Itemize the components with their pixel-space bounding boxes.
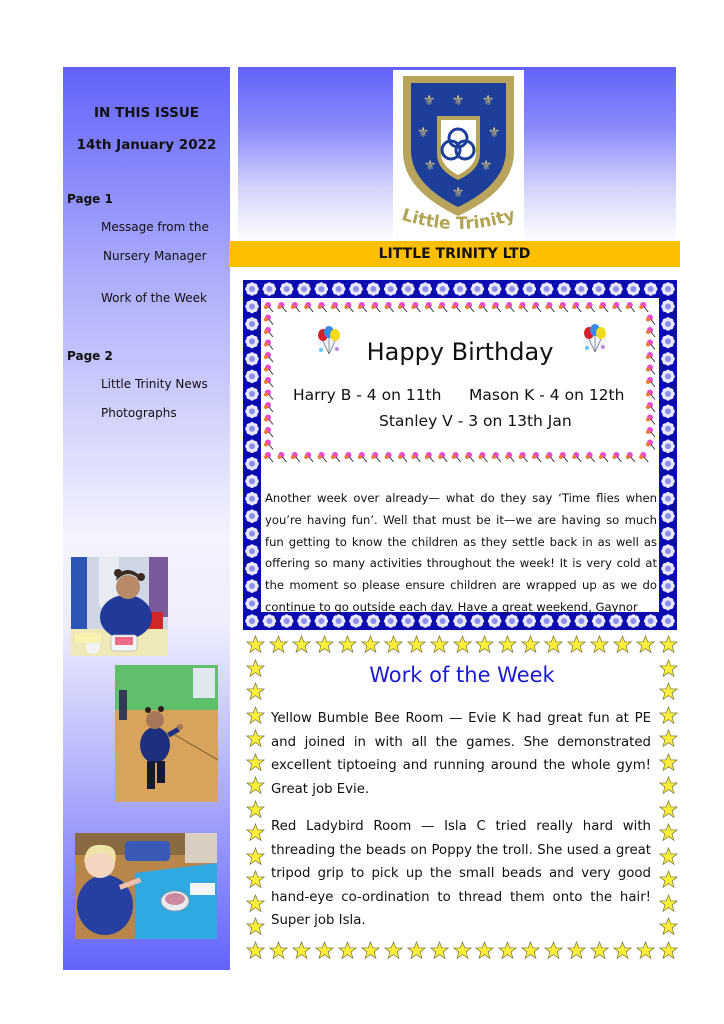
star-icon	[430, 635, 449, 654]
flower-icon	[245, 597, 259, 611]
party-popper-icon	[586, 302, 595, 312]
star-icon	[246, 941, 265, 960]
girl-threading-beads-photo	[75, 833, 217, 939]
party-popper-icon	[646, 402, 655, 412]
girl-running-in-hall-photo	[115, 665, 218, 802]
star-icon	[659, 917, 678, 936]
party-popper-icon	[398, 302, 407, 312]
logo	[393, 70, 524, 240]
svg-text:⚜: ⚜	[422, 93, 436, 109]
party-popper-icon	[264, 427, 273, 437]
page-1-label: Page 1	[67, 192, 113, 206]
party-popper-icon	[264, 365, 273, 375]
party-popper-icon	[505, 452, 514, 462]
party-popper-icon	[646, 415, 655, 425]
party-popper-icon	[264, 377, 273, 387]
party-popper-icon	[264, 415, 273, 425]
flower-icon	[245, 474, 259, 488]
star-icon	[659, 941, 678, 960]
contents-item[interactable]: Little Trinity News	[101, 377, 208, 391]
star-icon	[246, 823, 265, 842]
flower-icon	[401, 282, 415, 296]
star-icon	[659, 776, 678, 795]
birthday-entry: Stanley V - 3 on 13th Jan	[379, 412, 572, 430]
party-popper-icon	[331, 452, 340, 462]
flower-icon	[245, 439, 259, 453]
party-popper-icon	[264, 302, 273, 312]
page-2-label: Page 2	[67, 349, 113, 363]
party-popper-icon	[264, 315, 273, 325]
star-icon	[659, 800, 678, 819]
flower-icon	[661, 439, 675, 453]
flower-icon	[245, 317, 259, 331]
star-icon	[475, 635, 494, 654]
party-popper-icon	[438, 302, 447, 312]
flower-icon	[245, 422, 259, 436]
star-icon	[498, 635, 517, 654]
star-icon	[292, 635, 311, 654]
party-popper-icon	[586, 452, 595, 462]
star-icon	[659, 635, 678, 654]
party-popper-icon	[277, 302, 286, 312]
party-popper-icon	[532, 452, 541, 462]
party-popper-icon	[646, 427, 655, 437]
flower-icon	[661, 597, 675, 611]
flower-icon	[661, 562, 675, 576]
star-icon	[246, 847, 265, 866]
flower-icon	[592, 282, 606, 296]
party-popper-icon	[626, 302, 635, 312]
star-icon	[659, 823, 678, 842]
party-popper-icon	[331, 302, 340, 312]
flower-icon	[436, 282, 450, 296]
party-popper-icon	[264, 452, 273, 462]
star-icon	[659, 706, 678, 725]
svg-text:⚜: ⚜	[479, 158, 493, 174]
star-icon	[659, 847, 678, 866]
flower-icon	[245, 387, 259, 401]
flower-icon	[245, 370, 259, 384]
star-icon	[246, 776, 265, 795]
flower-icon	[661, 282, 675, 296]
flower-icon	[245, 457, 259, 471]
flower-icon	[245, 562, 259, 576]
flower-icon	[419, 282, 433, 296]
party-popper-icon	[646, 377, 655, 387]
svg-text:⚜: ⚜	[487, 125, 501, 141]
flower-icon	[661, 492, 675, 506]
flower-icon	[661, 300, 675, 314]
party-popper-icon	[385, 302, 394, 312]
star-icon	[659, 753, 678, 772]
party-popper-icon	[264, 440, 273, 450]
star-icon	[361, 635, 380, 654]
star-icon	[338, 941, 357, 960]
girl-at-table-photo	[71, 557, 168, 656]
flower-icon	[245, 579, 259, 593]
flower-icon	[315, 282, 329, 296]
contents-item[interactable]: Nursery Manager	[103, 249, 207, 263]
issue-date: 14th January 2022	[76, 137, 217, 153]
flower-icon	[453, 282, 467, 296]
party-popper-icon	[646, 390, 655, 400]
party-popper-icon	[492, 302, 501, 312]
flower-icon	[245, 544, 259, 558]
star-icon	[338, 635, 357, 654]
flower-icon	[245, 352, 259, 366]
star-icon	[475, 941, 494, 960]
flower-icon	[297, 282, 311, 296]
party-popper-icon	[264, 390, 273, 400]
party-popper-icon	[626, 452, 635, 462]
party-popper-icon	[344, 302, 353, 312]
star-icon	[613, 635, 632, 654]
flower-icon	[367, 282, 381, 296]
party-popper-icon	[371, 452, 380, 462]
flower-icon	[661, 544, 675, 558]
birthday-title: Happy Birthday	[366, 338, 554, 366]
flower-icon	[523, 282, 537, 296]
star-icon	[567, 635, 586, 654]
star-icon	[613, 941, 632, 960]
star-icon	[590, 635, 609, 654]
party-popper-icon	[452, 452, 461, 462]
flower-icon	[609, 282, 623, 296]
star-icon	[269, 941, 288, 960]
flower-icon	[505, 282, 519, 296]
star-icon	[567, 941, 586, 960]
star-icon	[521, 635, 540, 654]
party-popper-icon	[411, 452, 420, 462]
flower-icon	[245, 492, 259, 506]
star-icon	[246, 870, 265, 889]
svg-text:⚜: ⚜	[451, 93, 465, 109]
party-popper-icon	[277, 452, 286, 462]
party-popper-icon	[385, 452, 394, 462]
star-icon	[246, 894, 265, 913]
flower-icon	[661, 509, 675, 523]
svg-text:⚜: ⚜	[416, 125, 430, 141]
flower-icon	[245, 614, 259, 628]
flower-icon	[540, 282, 554, 296]
star-icon	[636, 941, 655, 960]
party-popper-icon	[572, 302, 581, 312]
flower-icon	[245, 509, 259, 523]
party-popper-icon	[398, 452, 407, 462]
company-name: LITTLE TRINITY LTD	[378, 246, 531, 262]
work-paragraph: Yellow Bumble Bee Room — Evie K had great fun at PE and joined in with all the games. She demonstrated excellent tiptoeing and running around the whole gym! Great job Evie.	[271, 711, 651, 797]
flower-icon	[349, 282, 363, 296]
star-icon	[498, 941, 517, 960]
star-icon	[407, 941, 426, 960]
star-icon	[544, 941, 563, 960]
flower-icon	[245, 300, 259, 314]
birthday-entry: Harry B - 4 on 11th	[293, 386, 442, 404]
flower-icon	[661, 527, 675, 541]
contents-item[interactable]: Work of the Week	[101, 291, 207, 305]
company-band	[229, 241, 680, 267]
party-popper-icon	[264, 327, 273, 337]
party-popper-icon	[639, 302, 648, 312]
party-popper-icon	[291, 302, 300, 312]
star-icon	[590, 941, 609, 960]
star-icon	[315, 635, 334, 654]
star-icon	[544, 635, 563, 654]
star-icon	[246, 706, 265, 725]
flower-icon	[661, 335, 675, 349]
party-popper-icon	[532, 302, 541, 312]
party-popper-icon	[505, 302, 514, 312]
flower-icon	[575, 282, 589, 296]
party-popper-icon	[545, 452, 554, 462]
flower-icon	[488, 282, 502, 296]
party-popper-icon	[519, 452, 528, 462]
party-popper-icon	[452, 302, 461, 312]
svg-text:⚜: ⚜	[423, 158, 437, 174]
flower-icon	[661, 474, 675, 488]
birthday-frame	[243, 280, 677, 630]
flower-icon	[280, 282, 294, 296]
logo-text: Little Trinity	[399, 205, 518, 235]
flower-icon	[661, 352, 675, 366]
star-icon	[246, 635, 265, 654]
manager-message: Another week over already— what do they say ‘Time flies when you’re having fun’. Well that must be it—we are having so much fun getting to know the children as they settle back in as well as offering so many activities throughout the week! It is very cold at the moment so please ensure children are wrapped up as we do continue to go outside each day. Have a great weekend, Gaynor	[265, 491, 657, 614]
star-icon	[407, 635, 426, 654]
contents-item[interactable]: Message from the	[101, 220, 209, 234]
flower-icon	[661, 370, 675, 384]
issue-heading: IN THIS ISSUE	[93, 105, 200, 121]
party-popper-icon	[646, 315, 655, 325]
party-popper-icon	[425, 452, 434, 462]
party-popper-icon	[264, 402, 273, 412]
party-popper-icon	[572, 452, 581, 462]
star-icon	[521, 941, 540, 960]
party-popper-icon	[559, 452, 568, 462]
sidebar-contents	[63, 67, 230, 970]
star-icon	[246, 729, 265, 748]
party-popper-icon	[478, 302, 487, 312]
party-popper-icon	[465, 452, 474, 462]
svg-text:⚜: ⚜	[481, 93, 495, 109]
star-icon	[246, 753, 265, 772]
star-icon	[453, 635, 472, 654]
flower-icon	[245, 405, 259, 419]
party-popper-icon	[639, 452, 648, 462]
star-icon	[636, 635, 655, 654]
star-icon	[384, 635, 403, 654]
work-paragraph: Red Ladybird Room — Isla C tried really hard with threading the beads on Poppy the troll. She used a great tripod grip to pick up the small beads and very good hand-eye co-ordination to thread them onto the hair! Super job Isla.	[271, 819, 651, 928]
party-popper-icon	[519, 302, 528, 312]
party-popper-icon	[411, 302, 420, 312]
svg-text:⚜: ⚜	[451, 185, 465, 201]
flower-icon	[661, 317, 675, 331]
party-popper-icon	[646, 365, 655, 375]
star-icon	[384, 941, 403, 960]
flower-icon	[384, 282, 398, 296]
party-popper-icon	[599, 452, 608, 462]
star-icon	[315, 941, 334, 960]
star-icon	[246, 917, 265, 936]
flower-icon	[661, 422, 675, 436]
party-popper-icon	[478, 452, 487, 462]
star-icon	[292, 941, 311, 960]
flower-icon	[661, 579, 675, 593]
party-popper-icon	[599, 302, 608, 312]
work-of-week-section	[246, 635, 678, 963]
party-popper-icon	[646, 327, 655, 337]
flower-icon	[661, 614, 675, 628]
party-popper-icon	[612, 452, 621, 462]
star-icon	[430, 941, 449, 960]
star-icon	[246, 800, 265, 819]
flower-icon	[557, 282, 571, 296]
party-popper-icon	[545, 302, 554, 312]
star-icon	[361, 941, 380, 960]
star-icon	[659, 729, 678, 748]
party-popper-icon	[612, 302, 621, 312]
flower-icon	[263, 282, 277, 296]
flower-icon	[661, 405, 675, 419]
party-popper-icon	[318, 302, 327, 312]
party-popper-icon	[425, 302, 434, 312]
star-icon	[659, 870, 678, 889]
flower-icon	[471, 282, 485, 296]
birthday-panel	[261, 298, 659, 612]
party-popper-icon	[304, 302, 313, 312]
flower-icon	[644, 282, 658, 296]
flower-icon	[245, 527, 259, 541]
work-of-week-title: Work of the Week	[369, 663, 555, 687]
flower-icon	[245, 335, 259, 349]
star-icon	[659, 894, 678, 913]
party-popper-icon	[291, 452, 300, 462]
star-icon	[269, 635, 288, 654]
party-popper-icon	[318, 452, 327, 462]
flower-icon	[245, 282, 259, 296]
flower-icon	[661, 457, 675, 471]
party-popper-icon	[438, 452, 447, 462]
party-popper-icon	[492, 452, 501, 462]
party-popper-icon	[358, 302, 367, 312]
flower-icon	[661, 387, 675, 401]
party-popper-icon	[465, 302, 474, 312]
party-popper-icon	[344, 452, 353, 462]
contents-item[interactable]: Photographs	[101, 406, 177, 420]
party-popper-icon	[304, 452, 313, 462]
flower-icon	[332, 282, 346, 296]
birthday-entry: Mason K - 4 on 12th	[469, 386, 625, 404]
party-popper-icon	[646, 440, 655, 450]
party-popper-icon	[371, 302, 380, 312]
star-icon	[453, 941, 472, 960]
party-popper-icon	[559, 302, 568, 312]
party-popper-icon	[358, 452, 367, 462]
flower-icon	[627, 282, 641, 296]
